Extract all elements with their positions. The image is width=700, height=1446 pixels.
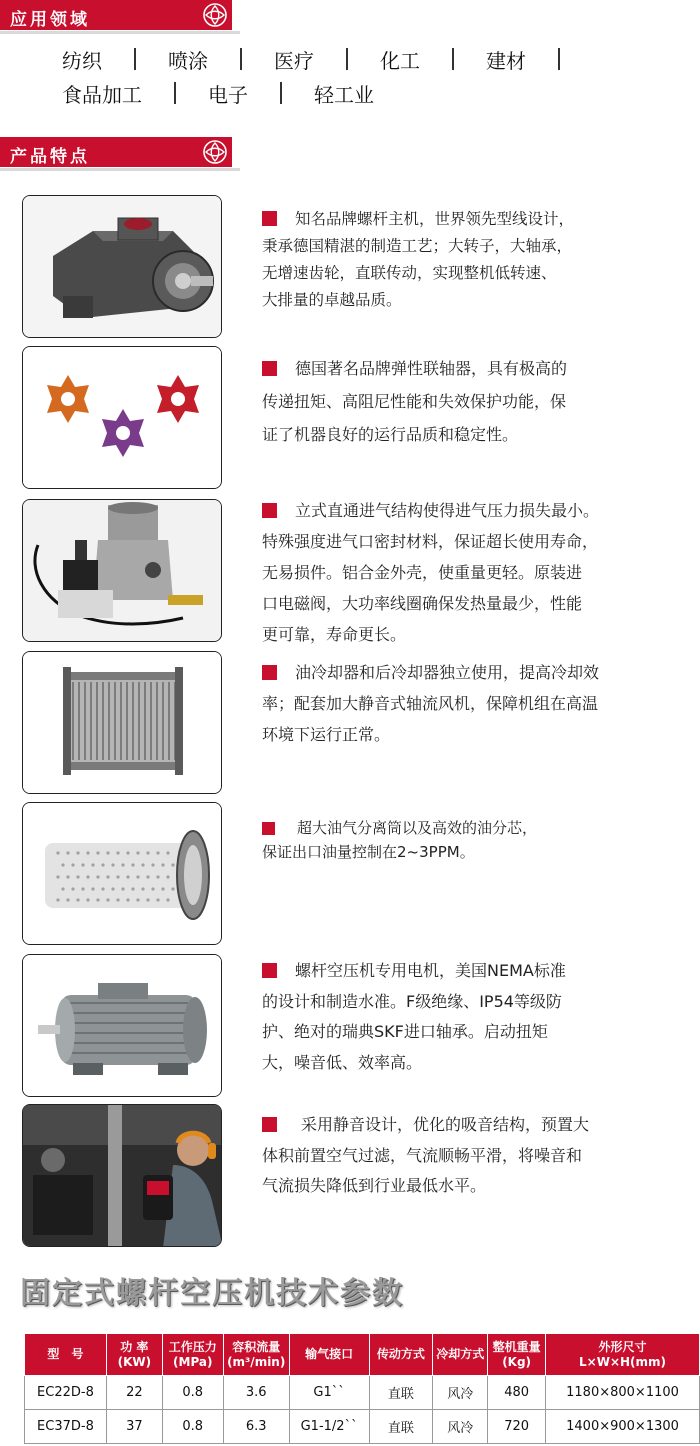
floral-ornament-icon (200, 139, 230, 165)
application-item: 轻工业 (314, 82, 374, 107)
application-item: 医疗 (274, 48, 314, 73)
table-cell: 720 (488, 1410, 546, 1444)
red-square-bullet-icon (262, 822, 275, 835)
column-header: 型 号 (25, 1334, 107, 1376)
oil-separator-image (22, 802, 222, 945)
feature-line: 特殊强度进气口密封材料，保证超长使用寿命， (262, 532, 599, 551)
column-header: 工作压力 (MPa) (162, 1334, 223, 1376)
application-item: 喷涂 (168, 48, 208, 73)
feature-description (262, 816, 662, 864)
feature-line: 的设计和制造水准。F级绝缘、IP54等级防 (262, 991, 562, 1011)
feature-description (262, 956, 662, 1078)
application-item: 电子 (208, 82, 248, 107)
section-title: 应用领域 (10, 10, 90, 30)
feature-line: 环境下运行正常。 (262, 725, 391, 744)
table-cell: G1`` (289, 1376, 369, 1410)
table-cell: 0.8 (162, 1410, 223, 1444)
column-header: 传动方式 (369, 1334, 433, 1376)
motor-image (22, 954, 222, 1097)
application-item: 建材 (486, 48, 526, 73)
divider (346, 48, 348, 70)
column-header: 冷却方式 (433, 1334, 488, 1376)
table-cell: EC22D-8 (25, 1376, 107, 1410)
section-underline (0, 31, 240, 34)
feature-line: 更可靠，寿命更长。 (262, 625, 407, 644)
application-item: 食品加工 (62, 82, 142, 107)
feature-description (262, 206, 662, 314)
table-cell: G1-1/2`` (289, 1410, 369, 1444)
feature-line: 德国著名品牌弹性联轴器，具有极高的 (262, 352, 662, 385)
feature-description (262, 495, 662, 650)
table-cell: 直联 (369, 1376, 433, 1410)
feature-line: 大，噪音低、效率高。 (262, 1052, 423, 1072)
feature-line: 油冷却器和后冷却器独立使用，提高冷却效 (262, 657, 662, 688)
applications-row (62, 42, 592, 76)
table-cell: 6.3 (223, 1410, 289, 1444)
feature-line: 护、绝对的瑞典SKF进口轴承。启动扭矩 (262, 1022, 548, 1041)
feature-description (262, 657, 662, 750)
feature-line: 大排量的卓越品质。 (262, 291, 402, 309)
table-cell: 直联 (369, 1410, 433, 1444)
feature-line: 螺杆空压机专用电机，美国NEMA标准 (262, 956, 662, 987)
divider (134, 48, 136, 70)
divider (452, 48, 454, 70)
applications-list (62, 42, 592, 110)
feature-line: 无易损件。铝合金外壳，使重量更轻。原装进 (262, 563, 583, 582)
red-square-bullet-icon (262, 1117, 277, 1132)
feature-description (262, 1110, 662, 1202)
table-cell: 风冷 (433, 1376, 488, 1410)
section-header-applications (0, 0, 232, 30)
red-square-bullet-icon (262, 665, 277, 680)
application-item: 纺织 (62, 48, 102, 73)
cooler-image (22, 651, 222, 794)
screw-airend-image (22, 195, 222, 338)
section-underline (0, 168, 240, 171)
red-square-bullet-icon (262, 963, 277, 978)
table-cell: 风冷 (433, 1410, 488, 1444)
column-header: 外形尺寸 L×W×H(mm) (546, 1334, 700, 1376)
feature-line: 体积前置空气过滤，气流顺畅平滑，将噪音和 (262, 1145, 583, 1165)
feature-line: 率；配套加大静音式轴流风机，保障机组在高温 (262, 694, 599, 713)
application-item: 化工 (380, 48, 420, 73)
feature-line: 立式直通进气结构使得进气压力损失最小。 (262, 495, 662, 526)
column-header: 功 率 (KW) (106, 1334, 162, 1376)
spec-section-title: 固定式螺杆空压机技术参数 (20, 1276, 404, 1311)
feature-line: 秉承德国精湛的制造工艺；大转子，大轴承， (262, 237, 573, 255)
red-square-bullet-icon (262, 361, 277, 376)
divider (280, 82, 282, 104)
table-cell: 1180×800×1100 (546, 1376, 700, 1410)
column-header: 容积流量 (m³/min) (223, 1334, 289, 1376)
elastic-coupling-image (22, 346, 222, 489)
feature-line: 口电磁阀，大功率线圈确保发热量最少，性能 (262, 594, 583, 613)
table-row (25, 1410, 700, 1444)
feature-line: 传递扭矩、高阻尼性能和失效保护功能，保 (262, 392, 567, 411)
feature-line: 保证出口油量控制在2~3PPM。 (262, 843, 475, 861)
feature-line: 证了机器良好的运行品质和稳定性。 (262, 425, 519, 444)
feature-line: 采用静音设计，优化的吸音结构，预置大 (262, 1110, 662, 1141)
table-cell: EC37D-8 (25, 1410, 107, 1444)
divider (558, 48, 560, 70)
red-square-bullet-icon (262, 211, 277, 226)
table-cell: 3.6 (223, 1376, 289, 1410)
table-cell: 22 (106, 1376, 162, 1410)
table-cell: 0.8 (162, 1376, 223, 1410)
table-cell: 37 (106, 1410, 162, 1444)
column-header: 输气接口 (289, 1334, 369, 1376)
applications-row (62, 76, 592, 110)
feature-line: 无增速齿轮，直联传动，实现整机低转速、 (262, 264, 557, 282)
table-row (25, 1376, 700, 1410)
feature-description (262, 352, 662, 451)
feature-line: 气流损失降低到行业最低水平。 (262, 1176, 487, 1195)
table-cell: 480 (488, 1376, 546, 1410)
feature-line: 超大油气分离筒以及高效的油分芯， (262, 816, 662, 840)
column-header: 整机重量 (Kg) (488, 1334, 546, 1376)
table-header-row (25, 1334, 700, 1376)
section-header-features (0, 137, 232, 167)
intake-valve-image (22, 499, 222, 642)
section-title: 产品特点 (10, 147, 90, 167)
spec-table (24, 1333, 700, 1444)
table-cell: 1400×900×1300 (546, 1410, 700, 1444)
divider (240, 48, 242, 70)
silent-design-image (22, 1104, 222, 1247)
divider (174, 82, 176, 104)
floral-ornament-icon (200, 2, 230, 28)
red-square-bullet-icon (262, 503, 277, 518)
feature-line: 知名品牌螺杆主机，世界领先型线设计， (262, 206, 662, 233)
